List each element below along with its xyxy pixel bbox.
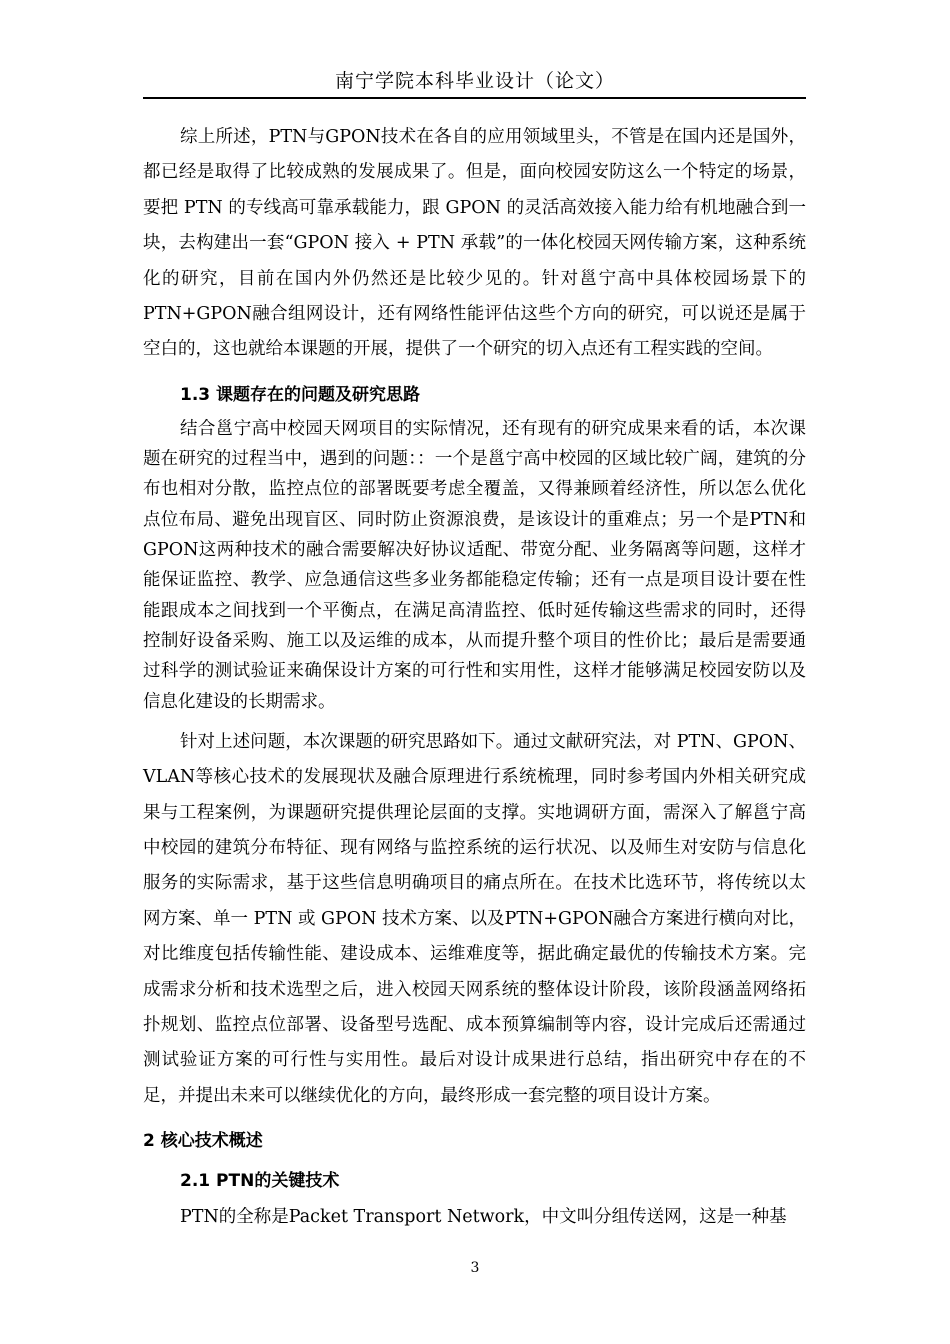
page-body — [143, 120, 806, 1236]
chapter-heading-2: 2 核心技术概述 — [143, 1131, 263, 1152]
paragraph-ptn-intro: PTN的全称是Packet Transport Network，中文叫分组传送网，这是一种基 — [180, 1207, 787, 1228]
section-heading-1-3: 1.3 课题存在的问题及研究思路 — [180, 384, 421, 405]
paragraph-summary: 综上所述，PTN与GPON技术在各自的应用领域里头，不管是在国内还是国外，都已经是取得了比较成熟的发展成果了。但是，面向校园安防这么一个特定的场景，要把 PTN 的专线高可靠承载能力，跟 GPON 的灵活高效接入能力给有机地融合到一块，去构建出一套“GPON 接入 + PTN 承载”的一体化校园天网传输方案，这种系统化的研究，目前在国内外仍然还是比较少见的。针对邕宁高中具体校园场景下的PTN+GPON融合组网设计，还有网络性能评估这些个方向的研究，可以说还是属于空白的，这也就给本课题的开展，提供了一个研究的切入点还有工程实践的空间。 — [143, 127, 806, 360]
paragraph-problems: 结合邕宁高中校园天网项目的实际情况，还有现有的研究成果来看的话，本次课题在研究的过程当中，遇到的问题：：一个是邕宁高中校园的区域比较广阔，建筑的分布也相对分散，监控点位的部署既要考虑全覆盖，又得兼顾着经济性，所以怎么优化点位布局、避免出现盲区、同时防止资源浪费，是该设计的重难点；另一个是PTN和GPON这两种技术的融合需要解决好协议适配、带宽分配、业务隔离等问题，这样才能保证监控、教学、应急通信这些多业务都能稳定传输；还有一点是项目设计要在性能跟成本之间找到一个平衡点，在满足高清监控、低时延传输这些需求的同时，还得控制好设备采购、施工以及运维的成本，从而提升整个项目的性价比；最后是需要通过科学的测试验证来确保设计方案的可行性和实用性，这样才能够满足校园安防以及信息化建设的长期需求。 — [143, 418, 806, 712]
page-number: 3 — [470, 1260, 480, 1276]
paragraph-research-approach: 针对上述问题，本次课题的研究思路如下。通过文献研究法，对 PTN、GPON、VLAN等核心技术的发展现状及融合原理进行系统梳理，同时参考国内外相关研究成果与工程案例，为课题研究提供理论层面的支撑。实地调研方面，需深入了解邕宁高中校园的建筑分布特征、现有网络与监控系统的运行状况、以及师生对安防与信息化服务的实际需求，基于这些信息明确项目的痛点所在。在技术比选环节，将传统以太网方案、单一 PTN 或 GPON 技术方案、以及PTN+GPON融合方案进行横向对比，对比维度包括传输性能、建设成本、运维难度等，据此确定最优的传输技术方案。完成需求分析和技术选型之后，进入校园天网系统的整体设计阶段，该阶段涵盖网络拓扑规划、监控点位部署、设备型号选配、成本预算编制等内容，设计完成后还需通过测试验证方案的可行性与实用性。最后对设计成果进行总结，指出研究中存在的不足，并提出未来可以继续优化的方向，最终形成一套完整的项目设计方案。 — [143, 731, 806, 1106]
paragraph-gap — [143, 717, 806, 725]
header-title: 南宁学院本科毕业设计（论文） — [334, 70, 615, 92]
header-rule — [143, 97, 806, 99]
section-heading-2-1: 2.1 PTN的关键技术 — [180, 1171, 340, 1192]
